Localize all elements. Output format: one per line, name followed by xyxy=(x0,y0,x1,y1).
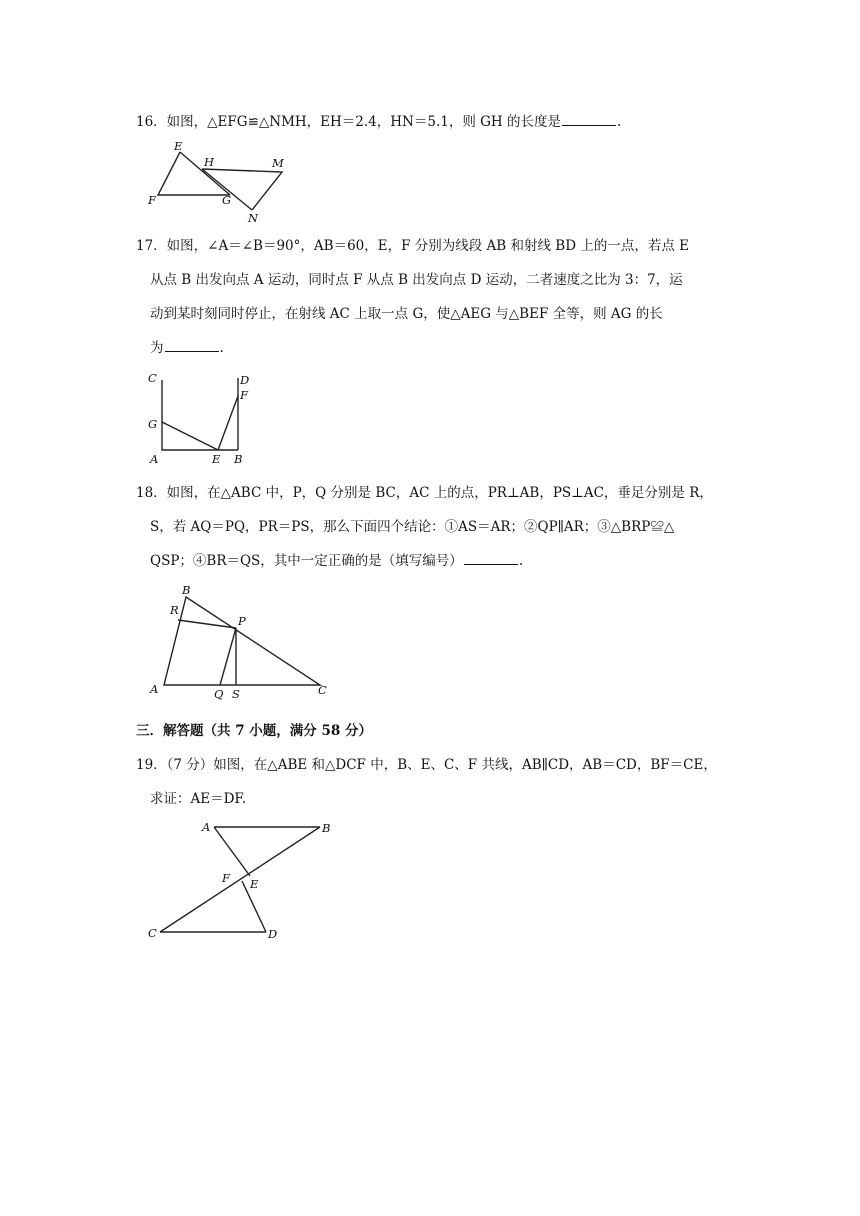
q19-line-bc xyxy=(160,827,320,932)
q17-line-2: 从点 B 出发向点 A 运动，同时点 F 从点 B 出发向点 D 运动，二者速度之比为 3：7，运 xyxy=(150,272,683,288)
q16-label-g: G xyxy=(222,193,232,207)
q18-answer-blank[interactable] xyxy=(464,552,518,565)
q18-line-3-text: QSP；④BR＝QS，其中一定正确的是（填写编号） xyxy=(150,553,463,569)
q18-end: . xyxy=(518,553,524,569)
q18-label-s: S xyxy=(232,687,240,701)
q16-label-n: N xyxy=(248,211,259,225)
section-3-title: 三．解答题（共 7 小题，满分 58 分） xyxy=(136,723,372,739)
q16-text xyxy=(136,113,621,131)
q17-label-g: G xyxy=(148,417,158,431)
q16-label-h: H xyxy=(204,155,215,169)
q17-lines-ca-ab xyxy=(162,380,238,450)
q19-label-f: F xyxy=(222,871,230,885)
q16-stem: 16．如图，△EFG≌△NMH，EH＝2.4，HN＝5.1，则 GH 的长度是 xyxy=(136,114,561,130)
q16-answer-blank[interactable] xyxy=(562,113,616,126)
q18-segment-pq xyxy=(220,628,236,685)
q18-line-1: 18．如图，在△ABC 中，P，Q 分别是 BC，AC 上的点，PR⊥AB，PS⊥AC，垂足分别是 R， xyxy=(136,485,713,501)
q17-label-e: E xyxy=(212,452,221,466)
q18-label-r: R xyxy=(170,603,179,617)
q17-line-4 xyxy=(150,339,224,357)
q18-label-c: C xyxy=(318,683,327,697)
q18-line-2: S，若 AQ＝PQ，PR＝PS，那么下面四个结论：①AS＝AR；②QP∥AR；③△BRP≌△ xyxy=(150,519,675,535)
q16-end: . xyxy=(616,114,622,130)
q17-line-3: 动到某时刻同时停止，在射线 AC 上取一点 G，使△AEG 与△BEF 全等，则 AG 的长 xyxy=(150,306,663,322)
q17-end: . xyxy=(219,340,224,356)
q18-label-q: Q xyxy=(214,687,224,701)
q16-figure xyxy=(140,140,300,224)
q17-segment-ge xyxy=(162,422,218,450)
q16-triangle-efg xyxy=(158,152,230,195)
q18-label-p: P xyxy=(238,614,246,628)
q18-triangle-abc xyxy=(164,597,320,685)
q17-line-1: 17．如图，∠A＝∠B＝90°，AB＝60，E，F 分别为线段 AB 和射线 BD 上的一点，若点 E xyxy=(136,238,689,254)
q17-line-4-text: 为 xyxy=(150,340,164,356)
q19-line-2: 求证：AE＝DF. xyxy=(150,791,246,807)
q17-segment-ef xyxy=(218,396,238,450)
q18-label-b: B xyxy=(182,583,191,597)
q19-label-e: E xyxy=(250,877,259,891)
q18-figure xyxy=(144,580,344,702)
q16-triangle-mn xyxy=(202,169,282,210)
q16-label-e: E xyxy=(174,139,183,153)
q17-figure xyxy=(144,368,264,468)
q19-label-b: B xyxy=(322,821,331,835)
q17-label-a: A xyxy=(150,452,159,466)
q17-label-c: C xyxy=(148,371,157,385)
q19-figure xyxy=(144,816,354,946)
q17-label-d: D xyxy=(240,373,250,387)
q17-label-b: B xyxy=(234,452,243,466)
q16-label-m: M xyxy=(272,156,284,170)
q17-label-f: F xyxy=(240,388,248,402)
q18-line-3 xyxy=(150,552,523,570)
q19-label-d: D xyxy=(268,927,278,941)
q19-line-1: 19．（7 分）如图，在△ABE 和△DCF 中，B、E、C、F 共线，AB∥CD，AB＝CD，BF＝CE， xyxy=(136,757,717,773)
q19-label-c: C xyxy=(148,926,157,940)
q19-segment-ae xyxy=(214,827,250,876)
q19-label-a: A xyxy=(202,820,211,834)
q17-answer-blank[interactable] xyxy=(165,339,219,352)
q18-label-a: A xyxy=(150,682,159,696)
q16-label-f: F xyxy=(148,193,156,207)
